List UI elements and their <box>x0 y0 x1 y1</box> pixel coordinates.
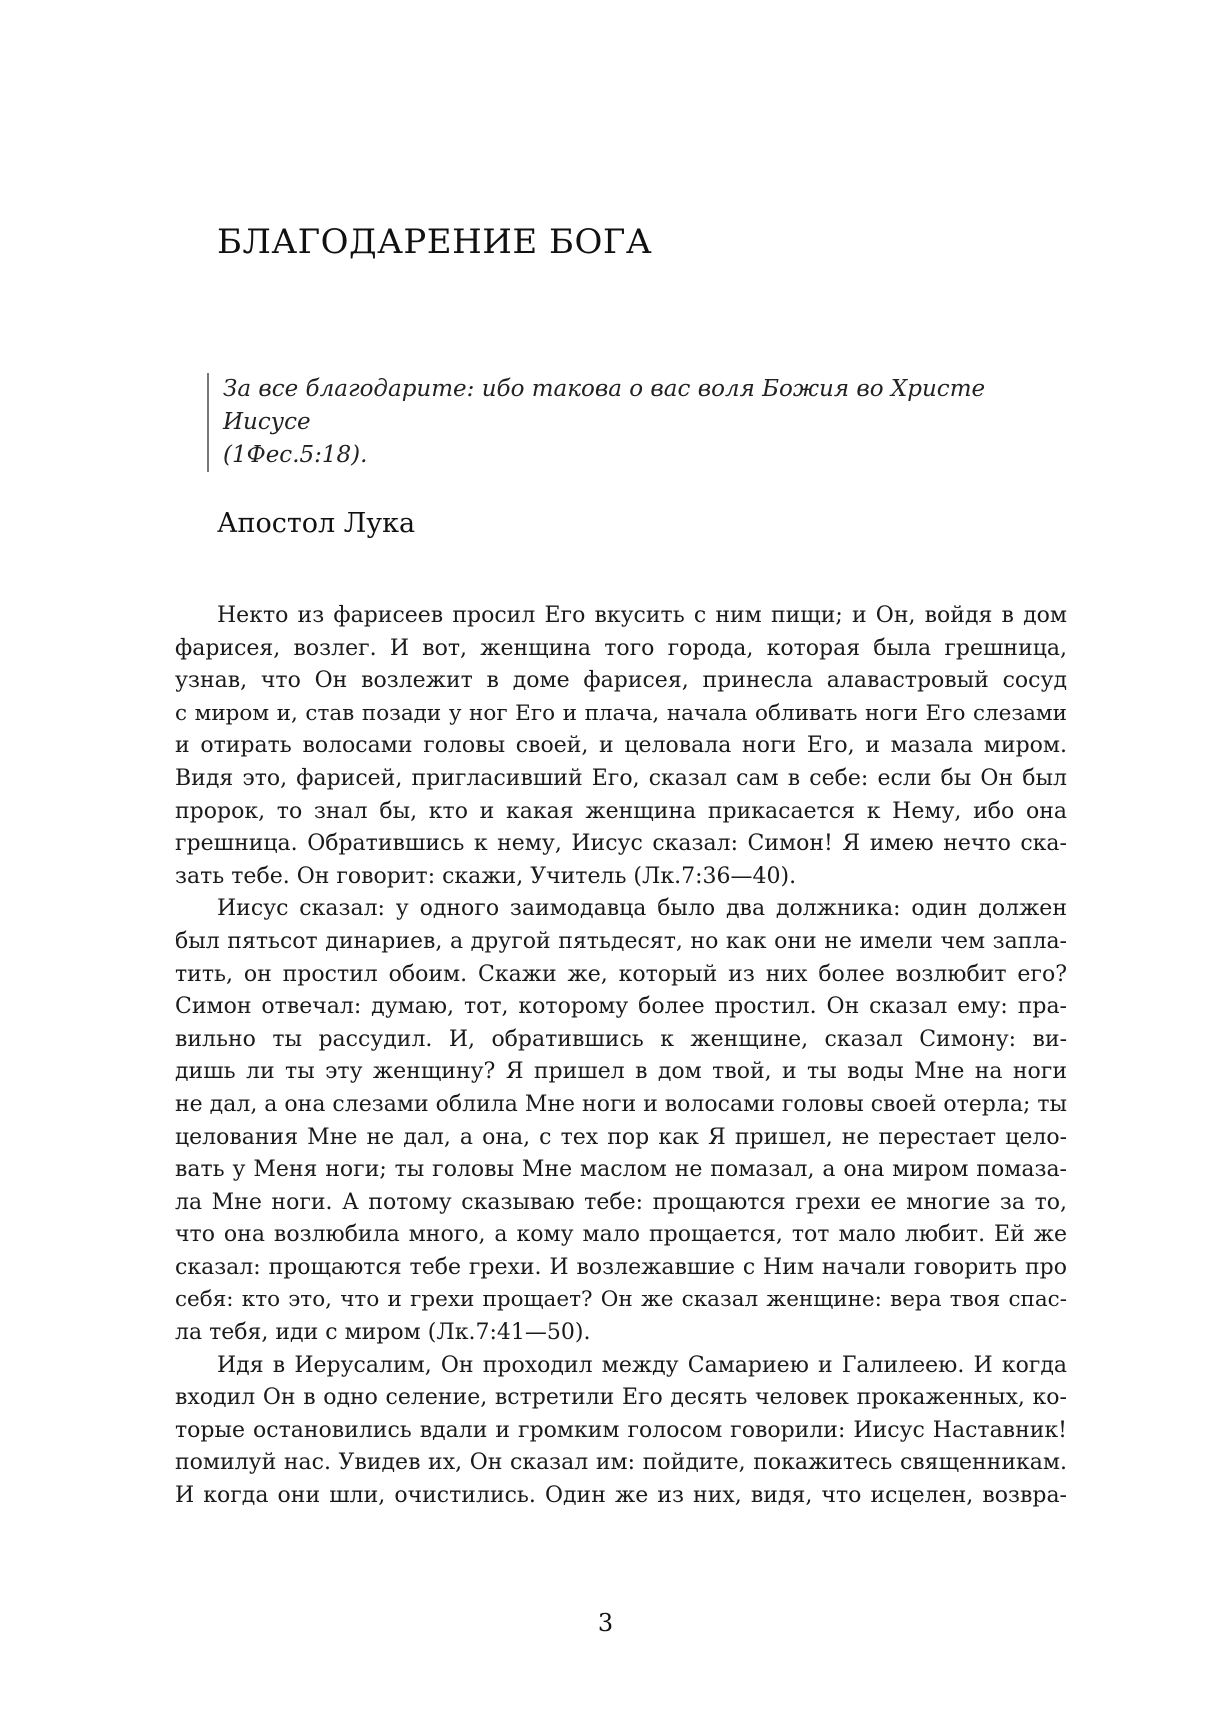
text-line: не дал, а она слезами облила Мне ноги и волосами головы своей отерла; ты <box>175 1091 1067 1117</box>
text-line: с миром и, став позади у ног Его и плача, начала обливать ноги Его слезами <box>175 700 1067 726</box>
text-line: зать тебе. Он говорит: скажи, Учитель (Лк.7:36—40). <box>175 863 797 889</box>
text-line: и отирать волосами головы своей, и целовала ноги Его, и мазала миром. <box>175 733 1067 759</box>
text-line: что она возлюбила много, а кому мало прощается, тот мало любит. Ей же <box>175 1222 1067 1248</box>
text-line: Идя в Иерусалим, Он проходил между Самариею и Галилеею. И когда <box>217 1352 1067 1378</box>
text-line: фарисея, возлег. И вот, женщина того города, которая была грешница, <box>175 635 1067 661</box>
text-line: Некто из фарисеев просил Его вкусить с ним пищи; и Он, войдя в дом <box>217 603 1067 628</box>
paragraph <box>175 1350 1067 1513</box>
text-line: пророк, то знал бы, кто и какая женщина прикасается к Нему, ибо она <box>175 798 1067 824</box>
epigraph <box>207 373 1023 472</box>
paragraph <box>175 893 1067 1349</box>
text-line: грешница. Обратившись к нему, Иисус сказал: Симон! Я имею нечто ска- <box>175 831 1067 857</box>
text-line: сказал: прощаются тебе грехи. И возлежавшие с Ним начали говорить про <box>175 1254 1067 1280</box>
text-line: себя: кто это, что и грехи прощает? Он же сказал женщине: вера твоя спас- <box>175 1287 1067 1313</box>
page-number: 3 <box>597 1609 614 1637</box>
text-line: ла Мне ноги. А потому сказываю тебе: прощаются грехи ее многие за то, <box>175 1189 1067 1215</box>
body-text <box>175 600 1067 1513</box>
paragraph <box>175 600 1067 893</box>
text-line: узнав, что Он возлежит в доме фарисея, принесла алавастровый сосуд <box>175 668 1067 694</box>
text-line: Симон отвечал: думаю, тот, которому более простил. Он сказал ему: пра- <box>175 994 1067 1020</box>
epigraph-line: (1Фес.5:18). <box>223 442 368 468</box>
epigraph-line: За все благодарите: ибо такова о вас воля Божия во Христе Иисусе <box>223 376 986 435</box>
chapter-title: БЛАГОДАРЕНИЕ БОГА <box>217 222 653 262</box>
text-line: Иисус сказал: у одного заимодавца было два должника: один должен <box>217 896 1067 922</box>
text-line: ла тебя, иди с миром (Лк.7:41—50). <box>175 1320 591 1346</box>
text-line: И когда они шли, очистились. Один же из них, видя, что исцелен, возвра- <box>175 1483 1067 1509</box>
text-line: вать у Меня ноги; ты головы Мне маслом не помазал, а она миром помаза- <box>175 1157 1067 1183</box>
section-title: Апостол Лука <box>217 508 416 539</box>
text-line: вильно ты рассудил. И, обратившись к женщине, сказал Симону: ви- <box>175 1026 1067 1052</box>
text-line: входил Он в одно селение, встретили Его десять человек прокаженных, ко- <box>175 1385 1067 1411</box>
text-line: дишь ли ты эту женщину? Я пришел в дом твой, и ты воды Мне на ноги <box>175 1059 1067 1085</box>
text-line: тить, он простил обоим. Скажи же, который из них более возлюбит его? <box>175 961 1067 987</box>
text-line: торые остановились вдали и громким голосом говорили: Иисус Наставник! <box>175 1417 1067 1443</box>
text-line: помилуй нас. Увидев их, Он сказал им: пойдите, покажитесь священникам. <box>175 1450 1067 1476</box>
text-line: Видя это, фарисей, пригласивший Его, сказал сам в себе: если бы Он был <box>175 765 1067 791</box>
text-line: был пятьсот динариев, а другой пятьдесят, но как они не имели чем запла- <box>175 928 1067 954</box>
text-line: целования Мне не дал, а она, с тех пор как Я пришел, не перестает цело- <box>175 1124 1067 1150</box>
